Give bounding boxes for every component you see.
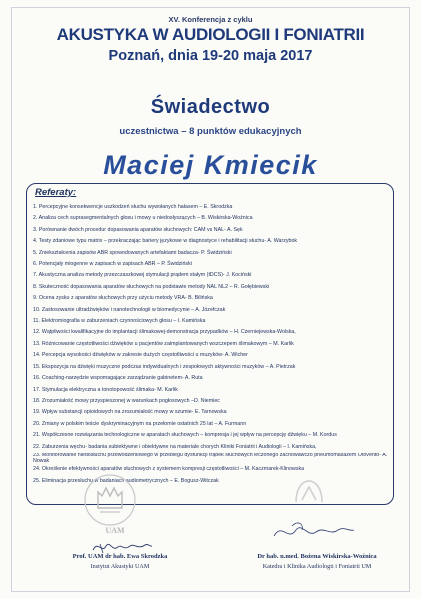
list-item: 25. Eliminacja przesłuchu w badaniach audiometrycznych – E. Bogusz-Witczak xyxy=(33,477,219,484)
um-logo-icon xyxy=(292,478,326,506)
list-item: 8. Skuteczność dopasowania aparatów słuchowych na podstawie metody NAL NL2 – R. Gołębiewski xyxy=(33,283,270,290)
list-item: 2. Analiza cech suprasegmentalnych głosu i mowy u niedosłyszących – B. Wiskirska-Woźnica xyxy=(33,215,253,222)
list-item: 1. Percepcyjne konsekwencje uszkodzeń słuchu wywołanych hałasem – E. Skrodzka xyxy=(33,204,233,210)
participant-name: Maciej Kmiecik xyxy=(103,150,318,180)
certificate-subtitle: uczestnictwa – 8 punktów edukacyjnych xyxy=(119,126,302,137)
list-item: 21. Współczesne rozwiązania technologiczne w aparatach słuchowych – kompresja i jej wpływ na percepcję dźwięku – M. Kordus xyxy=(33,432,337,439)
list-item: 3. Porównanie dwóch procedur dopasowania aparatów słuchowych: CAM vs NAL- A. Sęk xyxy=(33,226,243,233)
list-item: 9. Ocena zysku z aparatów słuchowych przy użyciu metody VRA- B. Bilińska xyxy=(33,295,213,302)
list-item: 4. Testy zdaniowe typu matrix – przekraczając bariery językowe w diagnostyce i rehabilitacji słuchu- A. Warzybok xyxy=(33,238,298,245)
referaty-title: Referaty: xyxy=(35,187,77,198)
list-item: 19. Wpływ substancji opioidowych na zrozumiałość mowy w szumie- E. Tarnowska xyxy=(33,409,227,416)
list-item: 20. Zmiany w polskim teście dyskryminacyjnym na przełomie ostatnich 25 lat – A. Furmann xyxy=(33,420,247,427)
list-item: 13. Różnicowanie częstotliwości dźwięków u pacjentów zaimplantowanych wszczepem ślimakowym – M. Karlik xyxy=(33,340,294,347)
signature-right-icon xyxy=(268,518,358,546)
conference-series: XV. Konferencja z cyklu xyxy=(168,15,253,24)
list-item: 24. Określenie efektywności aparatów słuchowych z systemem kompresji częstotliwości – M. Kaczmarek-Klinowska xyxy=(33,466,305,473)
list-item: 17. Stymulacja elektryczna a tonotopowość ślimaka- M. Karlik xyxy=(33,386,178,393)
list-item: 12. Wątpliwości kwalifikacyjne do implantacji ślimakowej-demonstracja przypadków – H. Czerniejewska-Wolska, xyxy=(33,329,296,336)
list-item: 5. Zniekształcenia zapisów ABR spowodowanych artefaktami badacza- P. Świdziński xyxy=(33,249,232,256)
conference-title: AKUSTYKA W AUDIOLOGII I FONIATRII xyxy=(56,25,365,44)
signatory-right-unit: Katedra i Klinika Audiologii i Foniatrii UM xyxy=(262,563,372,570)
seal-label: UAM xyxy=(105,526,125,535)
list-item: 16. Coaching-narzędzie wspomagające zarządzanie gabinetem- A. Ruta xyxy=(33,375,203,382)
list-item: 6. Potencjały miogenne w zapisach w zapisach ABR – P. Świdziński xyxy=(33,261,192,268)
signatory-left-name: Prof. UAM dr hab. Ewa Skrodzka xyxy=(72,553,168,560)
list-item: 22. Zaburzenia węchu- badania subiektywne i obiektywne na materiale chorych Kliniki Foniatrii i Audiologii – I. Kamińska, xyxy=(33,443,317,450)
list-item: 7. Akustyczna analiza metody przezczaszkowej stymulacji prądem stałym (tDCS)- J. Kociński xyxy=(33,272,252,279)
signatory-right-name: Dr hab. n.med. Bożena Wiskirska-Woźnica xyxy=(257,553,377,560)
conference-place-date: Poznań, dnia 19-20 maja 2017 xyxy=(108,48,313,64)
list-item: 15. Ekspozycja na dźwięki muzyczne podczas indywidualnych i zespołowych aktywności muzyków – A. Pietrzak xyxy=(33,363,296,370)
list-item: 23. Monitorowanie niedosłuchu przewodzeniowego w przebiegu dysfunkcji trąbek słuchowych leczonego zachowawczo pneumomasażem Otovento- A. Nowak xyxy=(33,452,388,464)
referaty-list xyxy=(33,202,389,487)
signatory-left-unit: Instytut Akustyki UAM xyxy=(90,563,150,570)
list-item: 14. Percepcja wysokości dźwięków w zakresie dużych częstotliwości u muzyków- A. Wicher xyxy=(33,352,248,359)
list-item: 18. Zrozumiałość mowy przyspieszonej w warunkach pogłosowych –D. Niemiec xyxy=(33,397,220,404)
certificate-title: Świadectwo xyxy=(150,96,271,118)
uam-seal-icon xyxy=(82,472,138,528)
list-item: 10. Zastosowanie ultradźwięków i nanotechnologii w biomedycynie – A. Józefczak xyxy=(33,306,226,313)
list-item: 11. Elektromiografia w zaburzeniach czynnościowych głosu – I. Kamińska xyxy=(33,318,206,325)
